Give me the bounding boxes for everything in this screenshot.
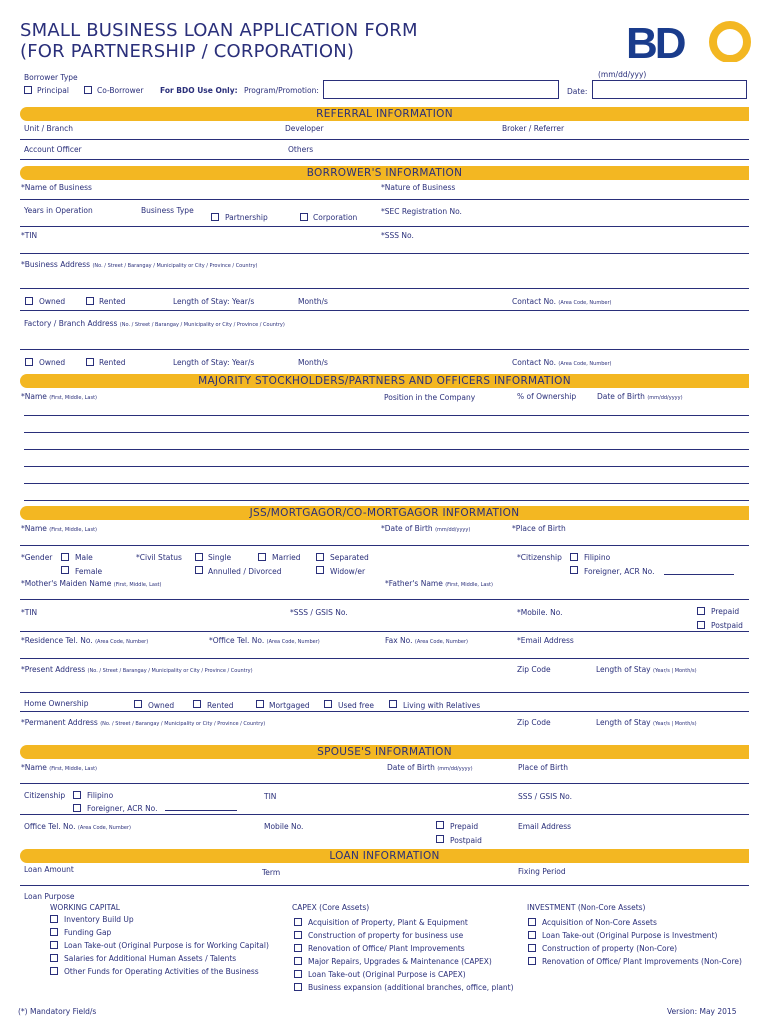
foreigner-label: Foreigner, ACR No. [584,567,655,576]
divider [20,288,749,289]
investment-heading: INVESTMENT (Non-Core Assets) [527,903,646,912]
jss-tin-label: *TIN [21,608,38,617]
prepaid-checkbox[interactable] [697,607,705,615]
widow-label: Widow/er [330,567,366,576]
mandatory-note: (*) Mandatory Field/s [18,1007,97,1016]
referral-section-header: REFERRAL INFORMATION [20,107,749,121]
residence-tel-label: *Residence Tel. No. (Area Code, Number) [21,636,149,645]
date-format-hint: (mm/dd/yyy) [598,70,647,79]
annulled-checkbox[interactable] [195,566,203,574]
owned-checkbox[interactable] [25,358,33,366]
jss-name-label: *Name (First, Middle, Last) [21,524,97,533]
loan-purpose-checkbox[interactable] [50,941,58,949]
used-free-label: Used free [338,701,374,710]
mortgaged-label: Mortgaged [269,701,310,710]
majority-row-line[interactable] [24,432,749,433]
rented-checkbox[interactable] [86,358,94,366]
fixing-period-label: Fixing Period [518,867,566,876]
spouse-sss-label: SSS / GSIS No. [518,792,572,801]
separated-checkbox[interactable] [316,553,324,561]
divider [20,885,749,886]
postpaid-checkbox[interactable] [697,621,705,629]
borrower-type-label: Borrower Type [24,73,78,82]
office-tel-label: *Office Tel. No. (Area Code, Number) [209,636,320,645]
loan-purpose-checkbox[interactable] [294,970,302,978]
loan-purpose-checkbox[interactable] [528,944,536,952]
bdo-use-label: For BDO Use Only: [160,86,238,95]
filipino-label: Filipino [584,553,611,562]
spouse-dob-label: Date of Birth (mm/dd/yyyy) [387,763,473,772]
date-label: Date: [567,87,588,96]
program-label: Program/Promotion: [244,86,319,95]
developer-label: Developer [285,124,324,133]
male-checkbox[interactable] [61,553,69,561]
widow-checkbox[interactable] [316,566,324,574]
home-owned-checkbox[interactable] [134,700,142,708]
majority-row-line[interactable] [24,500,749,501]
loan-purpose-label: Acquisition of Property, Plant & Equipment [308,918,468,927]
spouse-filipino-checkbox[interactable] [73,791,81,799]
spouse-foreigner-label: Foreigner, ACR No. [87,804,158,813]
co-borrower-checkbox[interactable] [84,86,92,94]
female-label: Female [75,567,103,576]
single-label: Single [208,553,232,562]
loan-purpose-label: Other Funds for Operating Activities of the Business [64,967,259,976]
majority-row-line[interactable] [24,466,749,467]
sss-label: *SSS No. [381,231,414,240]
owned-label: Owned [39,358,66,367]
corporation-checkbox[interactable] [300,213,308,221]
loan-purpose-checkbox[interactable] [294,957,302,965]
principal-label: Principal [37,86,69,95]
postpaid-label: Postpaid [711,621,743,630]
sec-label: *SEC Registration No. [381,207,462,216]
contact-label: Contact No. (Area Code, Number) [512,358,612,367]
loan-purpose-checkbox[interactable] [294,983,302,991]
borrower-section-header: BORROWER'S INFORMATION [20,166,749,180]
length-stay-label: Length of Stay: Year/s [173,358,255,367]
fax-label: Fax No. (Area Code, Number) [385,636,468,645]
program-input[interactable] [323,80,559,99]
spouse-filipino-label: Filipino [87,791,114,800]
loan-purpose-checkbox[interactable] [50,967,58,975]
female-checkbox[interactable] [61,566,69,574]
stay-label: Length of Stay (Year/s | Month/s) [596,665,697,674]
spouse-prepaid-checkbox[interactable] [436,821,444,829]
capex-heading: CAPEX (Core Assets) [292,903,370,912]
business-address-label: *Business Address (No. / Street / Barangay / Municipality or City / Province / Country) [21,260,258,269]
relatives-checkbox[interactable] [389,700,397,708]
account-officer-label: Account Officer [24,145,82,154]
months-label: Month/s [298,297,328,306]
mortgaged-checkbox[interactable] [256,700,264,708]
rented-checkbox[interactable] [86,297,94,305]
divider [20,658,749,659]
jss-pob-label: *Place of Birth [512,524,566,533]
divider [20,783,749,784]
foreigner-checkbox[interactable] [570,566,578,574]
form-title-line1: SMALL BUSINESS LOAN APPLICATION FORM [20,20,418,41]
citizenship-label: *Citizenship [517,553,562,562]
divider [20,599,749,600]
majority-row-line[interactable] [24,449,749,450]
divider [20,349,749,350]
annulled-label: Annulled / Divorced [208,567,282,576]
relatives-label: Living with Relatives [403,701,481,710]
divider [20,631,749,632]
others-label: Others [288,145,314,154]
length-stay-label: Length of Stay: Year/s [173,297,255,306]
gender-label: *Gender [21,553,53,562]
prepaid-label: Prepaid [711,607,740,616]
spouse-mobile-label: Mobile No. [264,822,304,831]
loan-purpose-label: Renovation of Office/ Plant Improvements (Non-Core) [542,957,742,966]
zip-label: Zip Code [517,665,551,674]
jss-dob-label: *Date of Birth (mm/dd/yyyy) [381,524,471,533]
owned-checkbox[interactable] [25,297,33,305]
svg-text:BD: BD [626,20,684,62]
loan-purpose-label: Acquisition of Non-Core Assets [542,918,657,927]
loan-purpose-label: Business expansion (additional branches, office, plant) [308,983,514,992]
spouse-foreigner-checkbox[interactable] [73,804,81,812]
father-label: *Father's Name (First, Middle, Last) [385,579,493,588]
loan-purpose-label: Loan Take-out (Original Purpose is for Working Capital) [64,941,269,950]
perm-zip-label: Zip Code [517,718,551,727]
divider [20,159,749,160]
working-capital-heading: WORKING CAPITAL [50,903,120,912]
business-nature-label: *Nature of Business [381,183,456,192]
majority-row-line[interactable] [24,483,749,484]
majority-name-label: *Name (First, Middle, Last) [21,392,97,401]
divider [20,310,749,311]
unit-branch-label: Unit / Branch [24,124,74,133]
divider [20,814,749,815]
partnership-label: Partnership [225,213,268,222]
spouse-section-header: SPOUSE'S INFORMATION [20,745,749,759]
spouse-citizenship-label: Citizenship [24,791,66,800]
rented-label: Rented [99,297,126,306]
jss-sss-label: *SSS / GSIS No. [290,608,348,617]
spouse-postpaid-checkbox[interactable] [436,835,444,843]
permanent-address-label: *Permanent Address (No. / Street / Barangay / Municipality or City / Province / Country) [21,718,266,727]
spouse-tin-label: TIN [264,792,277,801]
co-borrower-label: Co-Borrower [97,86,144,95]
loan-purpose-label: Loan Take-out (Original Purpose is Investment) [542,931,718,940]
loan-section-header: LOAN INFORMATION [20,849,749,863]
loan-purpose-checkbox[interactable] [50,954,58,962]
male-label: Male [75,553,93,562]
spouse-postpaid-label: Postpaid [450,836,482,845]
loan-purpose-label: Construction of property for business use [308,931,464,940]
loan-purpose-checkbox[interactable] [294,944,302,952]
spouse-office-tel-label: Office Tel. No. (Area Code, Number) [24,822,131,831]
home-ownership-label: Home Ownership [24,699,89,708]
factory-address-label: Factory / Branch Address (No. / Street / Barangay / Municipality or City / Province / Country) [24,319,285,328]
separated-label: Separated [330,553,369,562]
majority-section-header: MAJORITY STOCKHOLDERS/PARTNERS AND OFFICERS INFORMATION [20,374,749,388]
loan-purpose-label: Major Repairs, Upgrades & Maintenance (CAPEX) [308,957,492,966]
majority-row-line[interactable] [24,415,749,416]
divider [20,253,749,254]
spouse-email-label: Email Address [518,822,572,831]
spouse-prepaid-label: Prepaid [450,822,479,831]
divider [20,199,749,200]
loan-purpose-checkbox[interactable] [528,918,536,926]
divider [20,545,749,546]
spouse-pob-label: Place of Birth [518,763,568,772]
loan-purpose-checkbox[interactable] [294,918,302,926]
ownership-label: % of Ownership [517,392,577,401]
loan-purpose-label: Salaries for Additional Human Assets / Talents [64,954,237,963]
home-rented-label: Rented [207,701,234,710]
perm-stay-label: Length of Stay (Year/s | Month/s) [596,718,697,727]
loan-purpose-checkbox[interactable] [50,928,58,936]
position-label: Position in the Company [384,393,476,402]
divider [20,692,749,693]
broker-label: Broker / Referrer [502,124,565,133]
spouse-name-label: *Name (First, Middle, Last) [21,763,97,772]
business-type-label: Business Type [141,206,194,215]
mobile-label: *Mobile. No. [517,608,563,617]
loan-purpose-label: Loan Purpose [24,892,75,901]
loan-purpose-checkbox[interactable] [528,931,536,939]
loan-purpose-checkbox[interactable] [528,957,536,965]
loan-purpose-checkbox[interactable] [294,931,302,939]
jss-email-label: *Email Address [517,636,574,645]
contact-label: Contact No. (Area Code, Number) [512,297,612,306]
months-label: Month/s [298,358,328,367]
filipino-checkbox[interactable] [570,553,578,561]
bdo-logo [626,20,752,62]
loan-purpose-label: Loan Take-out (Original Purpose is CAPEX) [308,970,466,979]
civil-status-label: *Civil Status [136,553,182,562]
divider [20,226,749,227]
years-operation-label: Years in Operation [24,206,93,215]
corporation-label: Corporation [313,213,358,222]
loan-purpose-label: Construction of property (Non-Core) [542,944,678,953]
partnership-checkbox[interactable] [211,213,219,221]
owned-label: Owned [39,297,66,306]
loan-purpose-label: Renovation of Office/ Plant Improvements [308,944,465,953]
divider [20,711,749,712]
present-address-label: *Present Address (No. / Street / Barangay / Municipality or City / Province / Country) [21,665,253,674]
loan-purpose-label: Inventory Build Up [64,915,134,924]
loan-purpose-checkbox[interactable] [50,915,58,923]
used-free-checkbox[interactable] [324,700,332,708]
spouse-acr-input-line[interactable] [165,810,237,811]
jss-section-header: JSS/MORTGAGOR/CO-MORTGAGOR INFORMATION [20,506,749,520]
loan-amount-label: Loan Amount [24,865,74,874]
date-input[interactable] [592,80,747,99]
majority-dob-label: Date of Birth (mm/dd/yyyy) [597,392,683,401]
principal-checkbox[interactable] [24,86,32,94]
married-label: Married [272,553,301,562]
home-rented-checkbox[interactable] [193,700,201,708]
loan-purpose-label: Funding Gap [64,928,112,937]
term-label: Term [262,868,281,877]
rented-label: Rented [99,358,126,367]
acr-input-line[interactable] [664,574,734,575]
single-checkbox[interactable] [195,553,203,561]
version-label: Version: May 2015 [667,1007,737,1016]
mother-label: *Mother's Maiden Name (First, Middle, Last) [21,579,162,588]
divider [20,139,749,140]
business-name-label: *Name of Business [21,183,92,192]
home-owned-label: Owned [148,701,175,710]
tin-label: *TIN [21,231,38,240]
form-title-line2: (FOR PARTNERSHIP / CORPORATION) [20,41,355,62]
married-checkbox[interactable] [258,553,266,561]
